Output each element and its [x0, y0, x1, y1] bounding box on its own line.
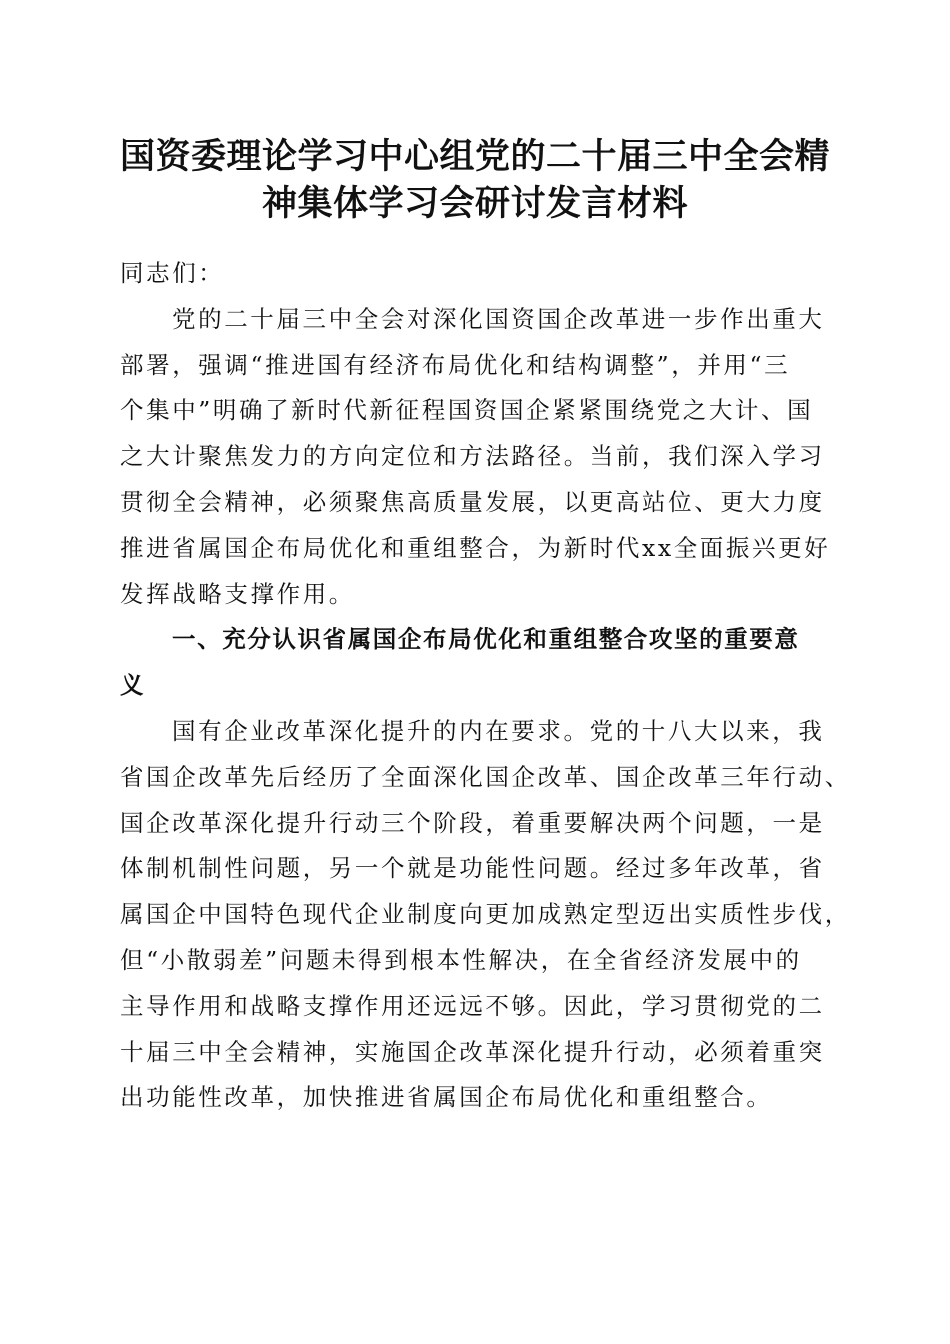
document-title [100, 133, 850, 227]
paragraph-line: 但“小散弱差”问题未得到根本性解决，在全省经济发展中的 [120, 945, 802, 974]
paragraph-line: 国有企业改革深化提升的内在要求。党的十八大以来，我 [172, 716, 825, 745]
title-line-2: 神集体学习会研讨发言材料 [261, 183, 688, 224]
document-body [120, 251, 851, 1121]
section-heading-1 [120, 617, 840, 709]
paragraph-line: 推进省属国企布局优化和重组整合，为新时代xx全面振兴更好 [120, 533, 831, 562]
paragraph-section-1 [120, 709, 851, 1121]
paragraph-line: 之大计聚焦发力的方向定位和方法路径。当前，我们深入学习 [120, 442, 825, 471]
heading-line: 义 [120, 671, 146, 700]
paragraph-line: 国企改革深化提升行动三个阶段，着重要解决两个问题，一是 [120, 808, 825, 837]
paragraph-line: 部署，强调“推进国有经济布局优化和结构调整”，并用“三 [120, 350, 791, 379]
title-line-1: 国资委理论学习中心组党的二十届三中全会精 [119, 136, 830, 177]
paragraph-line: 十届三中全会精神，实施国企改革深化提升行动，必须着重突 [120, 1037, 825, 1066]
paragraph-line: 省国企改革先后经历了全面深化国企改革、国企改革三年行动、 [120, 762, 851, 791]
paragraph-line: 体制机制性问题，另一个就是功能性问题。经过多年改革，省 [120, 854, 825, 883]
heading-line: 一、充分认识省属国企布局优化和重组整合攻坚的重要意 [172, 625, 800, 654]
paragraph-line: 个集中”明确了新时代新征程国资国企紧紧围绕党之大计、国 [120, 396, 814, 425]
paragraph-line: 主导作用和战略支撑作用还远远不够。因此，学习贯彻党的二 [120, 991, 825, 1020]
paragraph-line: 贯彻全会精神，必须聚焦高质量发展，以更高站位、更大力度 [120, 487, 825, 516]
paragraph-line: 属国企中国特色现代企业制度向更加成熟定型迈出实质性步伐， [120, 900, 851, 929]
paragraph-line: 出功能性改革，加快推进省属国企布局优化和重组整合。 [120, 1083, 773, 1112]
paragraph-line: 党的二十届三中全会对深化国资国企改革进一步作出重大 [172, 304, 825, 333]
salutation: 同志们： [120, 259, 225, 287]
paragraph-intro [120, 297, 840, 618]
paragraph-line: 发挥战略支撑作用。 [120, 579, 355, 608]
